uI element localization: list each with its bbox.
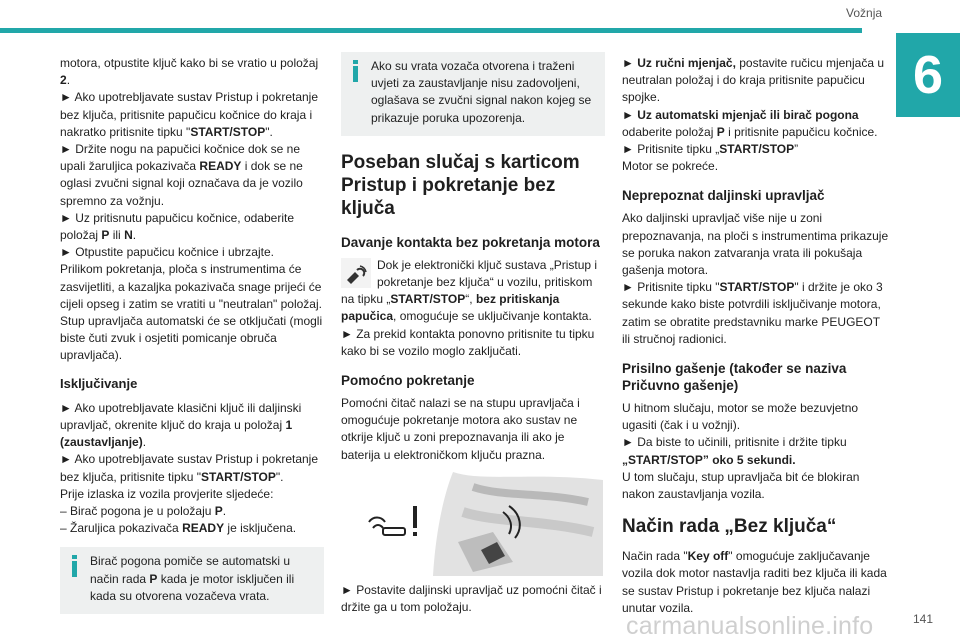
column-2 (341, 52, 605, 616)
heading-pomocno-pokretanje: Pomoćno pokretanje (341, 373, 475, 389)
paragraph: ► Ako upotrebljavate sustav Pristup i pokretanje bez ključa, pritisnite papučicu kočnice do kraja i nakratko pritisnite tipku "START/STOP". (60, 90, 319, 139)
paragraph: ► Da biste to učinili, pritisnite i držite tipku „START/STOP” oko 5 sekundi. (622, 435, 847, 467)
column-3 (622, 55, 890, 617)
paragraph: ► Pritisnite tipku "START/STOP" i držite je oko 3 sekunde kako biste potvrdili isključivanje motora, zatim se obratite predstavniku marke PEUGEOT ili stručnoj radionici. (622, 280, 883, 346)
paragraph: ► Uz pritisnutu papučicu kočnice, odaberite položaj P ili N. (60, 210, 294, 243)
heading-davanje-kontakta: Davanje kontakta bez pokretanja motora (341, 234, 600, 250)
paragraph: ► Za prekid kontakta ponovno pritisnite tu tipku kako bi se vozilo moglo zaključati. (341, 326, 595, 358)
column-1 (60, 55, 324, 614)
paragraph: Prilikom pokretanja, ploča s instrumentima će zasvijetliti, a kazaljka pokazivača snage prijeći će cijeli opseg i zatim se vratiti u "neutralan" položaj. Stup upravljača automatski će se otključati (mogli biste čuti zvuk i osjetiti pomicanje obruča upravljača). (60, 262, 323, 363)
info-icon (72, 555, 77, 577)
page-number: 141 (913, 612, 934, 626)
paragraph: – Birač pogona je u položaju P. (60, 504, 227, 519)
paragraph: Način rada "Key off" omogućuje zaključavanje vozila dok motor nastavlja raditi bez ključa ili kada se sustav Pristup i pokretanje bez ključa nalazi unutar vozila. (622, 549, 887, 615)
paragraph: Ako daljinski upravljač više nije u zoni prepoznavanja, na ploči s instrumentima prikazuje se poruka nakon zatvaranja vrata ili pokušaja gašenja motora. (622, 211, 889, 278)
paragraph: ► Uz ručni mjenjač, postavite ručicu mjenjača u neutralan položaj i do kraja pritisnite papučicu spojke. (622, 56, 884, 105)
key-in-car-icon (341, 258, 371, 288)
paragraph: – Žaruljica pokazivača READY je isključena. (60, 521, 297, 536)
paragraph: ► Ako upotrebljavate klasični ključ ili daljinski upravljač, okrenite ključ do kraja u položaj 1 (zaustavljanje). (60, 400, 302, 450)
watermark: carmanualsonline.info (626, 612, 874, 640)
paragraph-with-icon: Dok je elektronički ključ sustava „Pristup i pokretanje bez ključa“ u vozilu, pritiskom na tipku „START/STOP“, bez pritiskanja papučica, omogućuje se uključivanje kontakta. (341, 257, 598, 324)
paragraph: U tom slučaju, stup upravljača bit će blokiran nakon zaustavljanja vozila. (622, 469, 860, 502)
section-title: Vožnja (846, 6, 883, 20)
heading-neprepoznat-upravljac: Neprepoznat daljinski upravljač (622, 188, 825, 204)
chapter-number-tab: 6 (896, 33, 960, 117)
heading-nacin-rada-bez-kljuca: Način rada „Bez ključa“ (622, 516, 837, 538)
paragraph: Pomoćni čitač nalazi se na stupu upravljača i omogućuje pokretanje motora ako sustav ne otkrije ključ u zoni prepoznavanja ili ako je baterija u elektroničkom ključu prazna. (341, 396, 580, 462)
info-box: Birač pogona pomiče se automatski u način rada P kada je motor isključen ili kada su otvorena vozačeva vrata. (60, 547, 324, 614)
paragraph: ► Držite nogu na papučici kočnice dok se ne upali žaruljica pokazivača READY i dok se ne oglasi zvučni signal koji označava da je vozilo spremno za vožnju. (60, 142, 303, 208)
paragraph: Motor se pokreće. (622, 159, 719, 174)
header-accent-bar (0, 28, 862, 33)
heading-prisilno-gasenje: Prisilno gašenje (također se naziva Pričuvno gašenje) (622, 361, 847, 394)
paragraph: ► Ako upotrebljavate sustav Pristup i pokretanje bez ključa, pritisnite tipku "START/STOP". (60, 452, 319, 484)
heading-isključivanje: Isključivanje (60, 375, 138, 391)
paragraph: motora, otpustite ključ kako bi se vratio u položaj 2. (60, 56, 319, 88)
paragraph: ► Pritisnite tipku „START/STOP” (622, 142, 799, 157)
heading-poseban-slucaj: Poseban slučaj s karticom Pristup i pokretanje bez ključa (341, 151, 580, 219)
backup-reader-illustration (363, 472, 603, 576)
paragraph: ► Postavite daljinski upravljač uz pomoćni čitač i držite ga u tom položaju. (341, 582, 602, 615)
paragraph: Prije izlaska iz vozila provjerite sljedeće: (60, 486, 274, 501)
paragraph: ► Otpustite papučicu kočnice i ubrzajte. (60, 245, 274, 260)
info-icon (353, 60, 358, 82)
paragraph: ► Uz automatski mjenjač ili birač pogona odaberite položaj P i pritisnite papučicu kočnice. (622, 107, 878, 139)
paragraph: U hitnom slučaju, motor se može bezuvjetno ugasiti (čak i u vožnji). (622, 401, 859, 433)
info-box: Ako su vrata vozača otvorena i traženi uvjeti za zaustavljanje nisu zadovoljeni, oglašava se zvučni signal nakon kojeg se prikazuje poruka upozorenja. (341, 52, 605, 136)
